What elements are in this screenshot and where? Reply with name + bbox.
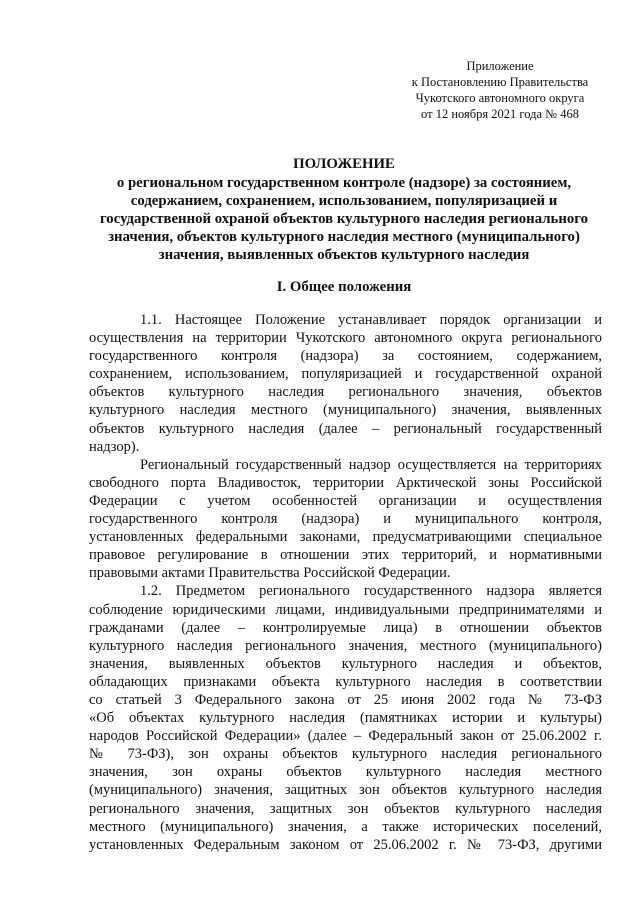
body-line: сохранением, использованием, популяризацией и государственной охраной: [89, 366, 602, 383]
body-line: 1.2. Предметом регионального государственного надзора является: [140, 583, 602, 600]
appendix-line: Чукотского автономного округа: [415, 91, 585, 105]
body-line: № 73-ФЗ), зон охраны объектов культурного наследия регионального: [89, 746, 602, 763]
title-main: ПОЛОЖЕНИЕ: [293, 156, 395, 172]
body-line: обладающих признаками объекта культурного наследия в соответствии: [89, 673, 602, 690]
body-line: местного (муниципального) значения, а также исторических поселений,: [89, 818, 602, 835]
body-line: объектов культурного наследия регионального значения, объектов: [89, 384, 602, 401]
section-heading: I. Общее положения: [276, 279, 412, 295]
title-subline: содержанием, сохранением, использованием, популяризацией и: [130, 193, 558, 209]
title-subline: о региональном государственном контроле (надзоре) за состоянием,: [116, 175, 572, 191]
body-text: [89, 311, 602, 854]
body-line: (муниципального) значения, защитных зон объектов культурного наследия: [89, 782, 602, 799]
body-line: государственного контроля (надзора) и муниципального контроля,: [89, 511, 602, 528]
body-line: со статьей 3 Федерального закона от 25 июня 2002 года № 73-ФЗ: [89, 691, 602, 708]
body-line: народов Российской Федерации» (далее – Федеральный закон от 25.06.2002 г.: [89, 728, 602, 745]
body-line: культурного наследия местного (муниципального) значения, выявленных: [89, 402, 602, 419]
body-line: установленных федеральными законами, предусматривающими специальное: [89, 529, 602, 546]
body-line: культурного наследия регионального значения, местного (муниципального): [89, 637, 602, 654]
title-subline: государственной охраной объектов культурного наследия регионального: [99, 211, 589, 227]
body-line: соблюдение юридическими лицами, индивидуальными предпринимателями и: [89, 601, 602, 618]
body-line: объектов культурного наследия (далее – региональный государственный: [89, 420, 602, 437]
body-line: правовое регулирование в отношении этих территорий, и нормативными: [89, 547, 602, 564]
body-line: установленных Федеральным законом от 25.06.2002 г. № 73-ФЗ, другими: [89, 836, 602, 853]
title-subline: значения, выявленных объектов культурного наследия: [158, 247, 530, 263]
body-line: Региональный государственный надзор осуществляется на территориях: [140, 456, 602, 473]
body-line: государственного контроля (надзора) за состоянием, содержанием,: [89, 348, 602, 365]
body-line: 1.1. Настоящее Положение устанавливает порядок организации и: [140, 312, 602, 328]
appendix-date-line: от 12 ноября 2021 года № 468: [421, 107, 579, 121]
body-line: гражданами (далее – контролируемые лица) в отношении объектов: [89, 619, 602, 636]
body-line: «Об объектах культурного наследия (памятниках истории и культуры): [89, 710, 602, 727]
body-line: значения, зон охраны объектов культурного наследия местного: [89, 764, 602, 781]
body-line: правовыми актами Правительства Российской Федерации.: [89, 565, 451, 582]
body-line: свободного порта Владивосток, территории Арктической зоны Российской: [89, 474, 602, 491]
appendix-line: к Постановлению Правительства: [411, 75, 589, 89]
title-subline: значения, объектов культурного наследия местного (муниципального): [108, 229, 580, 245]
body-line: Федерации с учетом особенностей организации и осуществления: [89, 492, 602, 509]
appendix-line: Приложение: [466, 59, 534, 73]
body-line: значения, выявленных объектов культурного наследия и объектов,: [89, 655, 602, 672]
body-line: осуществления на территории Чукотского автономного округа регионального: [89, 330, 602, 347]
body-line: регионального значения, защитных зон объектов культурного наследия: [89, 800, 602, 817]
document-title: [86, 155, 602, 264]
appendix-note: [400, 58, 600, 122]
body-line: надзор).: [89, 438, 140, 455]
